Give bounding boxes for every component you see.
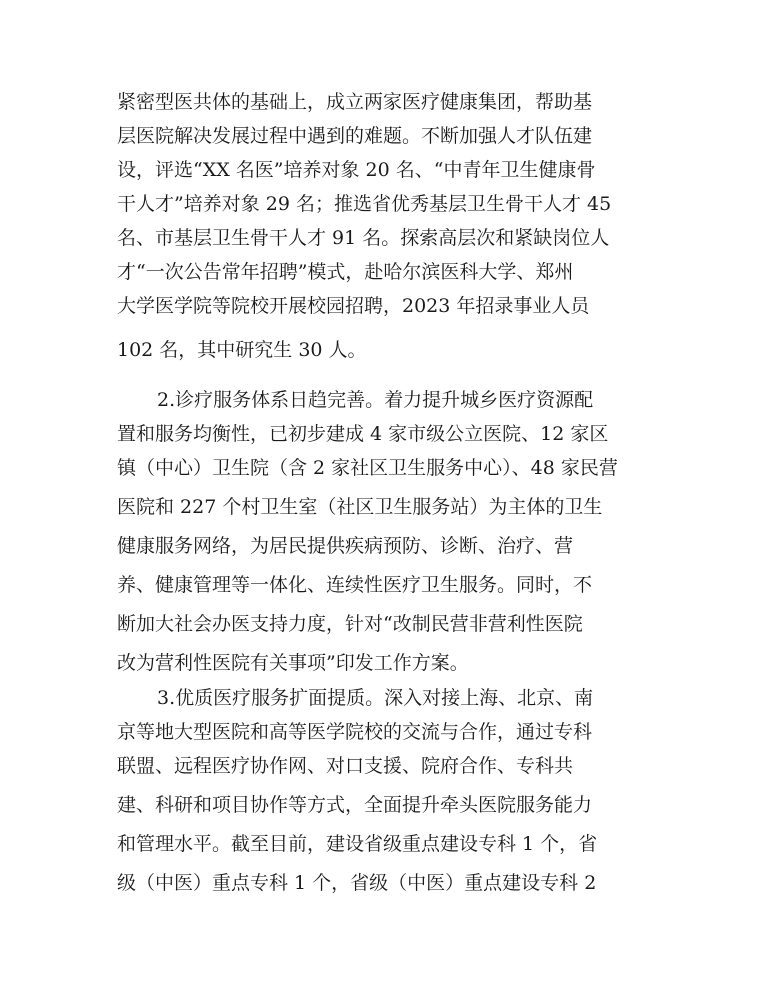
- text-line: 和管理水平。截至目前，建设省级重点建设专科 1 个，省: [117, 833, 598, 855]
- text-line: 镇（中心）卫生院（含 2 家社区卫生服务中心）、48 家民营: [117, 457, 618, 479]
- text-line: 才“一次公告常年招聘”模式，赴哈尔滨医科大学、郑州: [117, 261, 574, 283]
- text-line: 改为营利性医院有关事项”印发工作方案。: [117, 652, 469, 674]
- text-line: 3.优质医疗服务扩面提质。深入对接上海、北京、南: [157, 687, 594, 709]
- text-line: 名、市基层卫生骨干人才 91 名。探索高层次和紧缺岗位人: [117, 227, 610, 249]
- text-line: 京等地大型医院和高等医学院校的交流与合作，通过专科: [117, 721, 593, 743]
- text-line: 健康服务网络，为居民提供疾病预防、诊断、治疗、营: [117, 535, 574, 557]
- text-line: 层医院解决发展过程中遇到的难题。不断加强人才队伍建: [117, 125, 593, 147]
- text-line: 医院和 227 个村卫生室（社区卫生服务站）为主体的卫生: [117, 496, 603, 518]
- text-line: 联盟、远程医疗协作网、对口支援、院府合作、专科共: [117, 755, 574, 777]
- text-line: 设，评选“XX 名医”培养对象 20 名、“中青年卫生健康骨: [117, 159, 596, 181]
- text-line: 干人才”培养对象 29 名；推选省优秀基层卫生骨干人才 45: [117, 193, 612, 215]
- text-line: 级（中医）重点专科 1 个，省级（中医）重点建设专科 2: [117, 872, 597, 894]
- text-line: 2.诊疗服务体系日趋完善。着力提升城乡医疗资源配: [157, 389, 594, 411]
- text-line: 建、科研和项目协作等方式，全面提升牵头医院服务能力: [117, 794, 593, 816]
- text-line: 大学医学院等院校开展校园招聘，2023 年招录事业人员: [117, 295, 590, 317]
- text-line: 紧密型医共体的基础上，成立两家医疗健康集团，帮助基: [117, 91, 593, 113]
- text-line: 置和服务均衡性，已初步建成 4 家市级公立医院、12 家区: [117, 423, 609, 445]
- text-line: 102 名，其中研究生 30 人。: [117, 339, 367, 361]
- text-line: 断加大社会办医支持力度，针对“改制民营非营利性医院: [117, 613, 583, 635]
- text-line: 养、健康管理等一体化、连续性医疗卫生服务。同时，不: [117, 574, 593, 596]
